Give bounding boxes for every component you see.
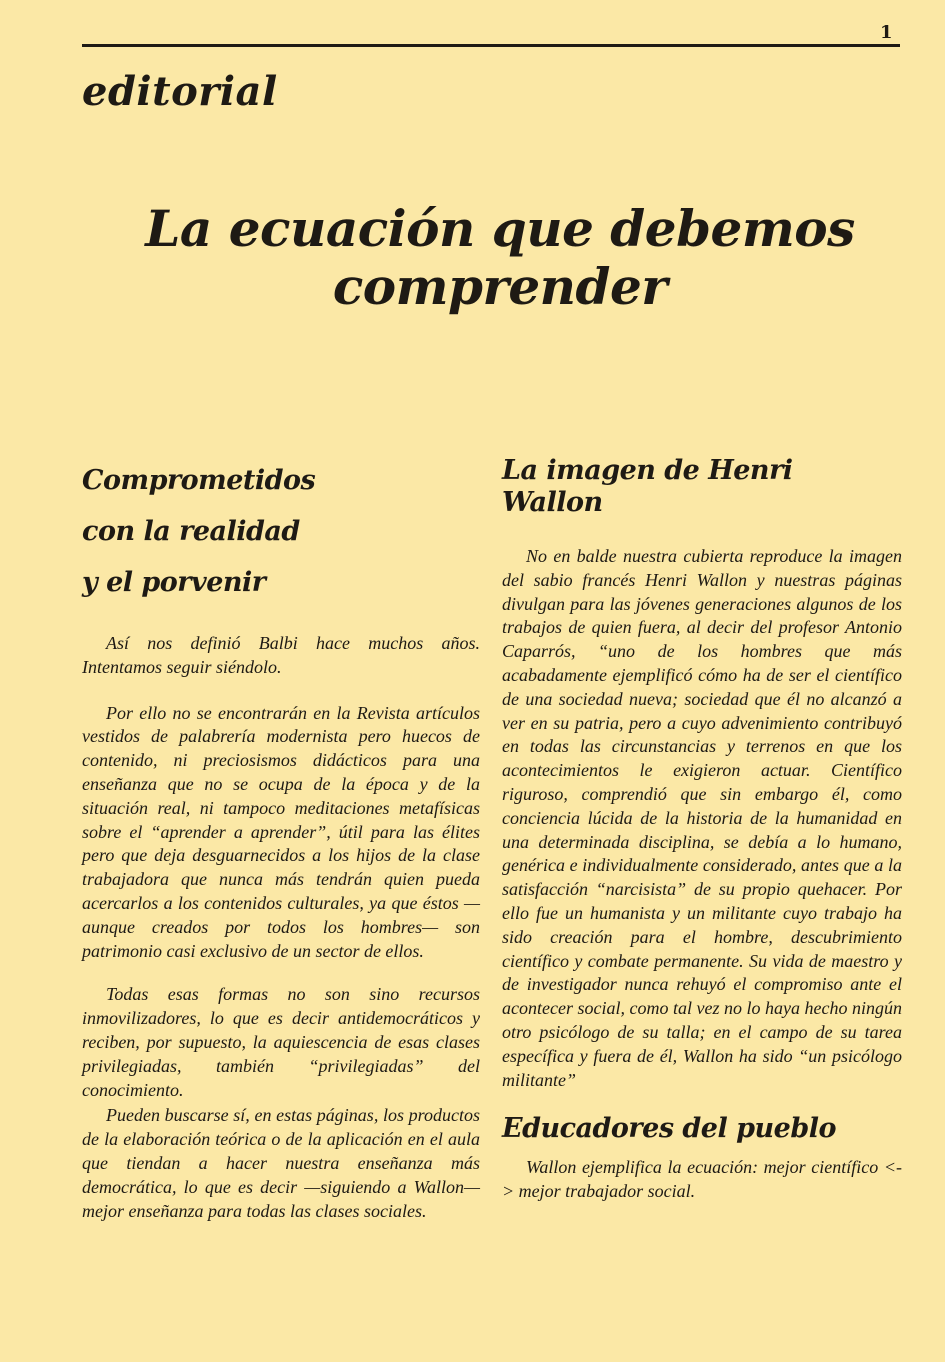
right-column <box>502 455 902 1204</box>
header-rule <box>82 44 900 47</box>
article-title-line-1: La ecuación que debemos <box>145 199 855 258</box>
right-paragraph-1: No en balde nuestra cubierta reproduce la imagen del sabio francés Henri Wallon y nuestras páginas divulgan para las jóvenes generaciones algunos de los trabajos de quien fuera, al decir del profesor Antonio Caparrós, “uno de los hombres que más acabadamente ejemplificó cómo ha de ser el científico de una sociedad nueva; sociedad que él no alcanzó a ver en su patria, pero a cuyo advenimiento contribuyó en todas las circunstancias y terrenos en que los acontecimientos le exigieron actuar. Científico riguroso, comprendió que sin embargo él, como conciencia lúcida de la historia de la humanidad en una determinada disciplina, se debía a lo humano, genérica e individualmente considerado, antes que a la satisfacción “narcisista” de su propio quehacer. Por ello fue un humanista y un militante cuyo trabajo ha sido creación para el hombre, descubrimiento científico y combate permanente. Su vida de maestro y de investigador nunca rehuyó el compromiso ante el acontecer social, como tal vez no lo haya hecho ningún otro psicólogo de su talla; en el campo de su tarea específica y fuera de él, Wallon ha sido “un psicólogo militante” <box>502 546 902 1090</box>
left-paragraph-2: Por ello no se encontrarán en la Revista artículos vestidos de palabrería modernista pero huecos de contenido, ni preciosismos didácticos para una enseñanza que no se ocupa de la época y de la situación real, ni tampoco meditaciones metafísicas sobre el “aprender a aprender”, útil para las élites pero que deja desguarnecidos a los hijos de la clase trabajadora que nunca más tendrán quien pueda acercarlos a los contenidos culturales, ya que éstos —aunque creados por todos los hombres— son patrimonio casi exclusivo de un sector de ellos. <box>82 702 480 961</box>
right-column-subheading: Educadores del pueblo <box>502 1113 836 1145</box>
section-label: editorial <box>82 68 278 115</box>
left-paragraph-3: Todas esas formas no son sino recursos inmovilizadores, lo que es decir antidemocráticos y reciben, por supuesto, la aquiescencia de esas clases privilegiadas, también “privilegiadas” del conocimiento. <box>82 984 480 1100</box>
right-column-heading: La imagen de Henri Wallon <box>502 455 793 518</box>
left-paragraph-1: Así nos definió Balbi hace muchos años. Intentamos seguir siéndolo. <box>82 633 480 677</box>
right-paragraph-2: Wallon ejemplifica la ecuación: mejor científico <-> mejor trabajador social. <box>502 1157 902 1202</box>
left-column-heading <box>82 455 480 608</box>
left-column <box>82 455 480 1223</box>
left-heading-line: y el porvenir <box>82 567 266 598</box>
page-number: 1 <box>880 22 893 43</box>
left-heading-line: Comprometidos <box>82 465 316 496</box>
left-heading-line: con la realidad <box>82 516 300 547</box>
left-paragraph-4: Pueden buscarse sí, en estas páginas, los productos de la elaboración teórica o de la aplicación en el aula que tiendan a hacer nuestra enseñanza más democrática, lo que es decir —siguiendo a Wallon— mejor enseñanza para todas las clases sociales. <box>82 1105 480 1221</box>
article-title-line-2: comprender <box>332 257 668 316</box>
article-title <box>100 200 900 316</box>
